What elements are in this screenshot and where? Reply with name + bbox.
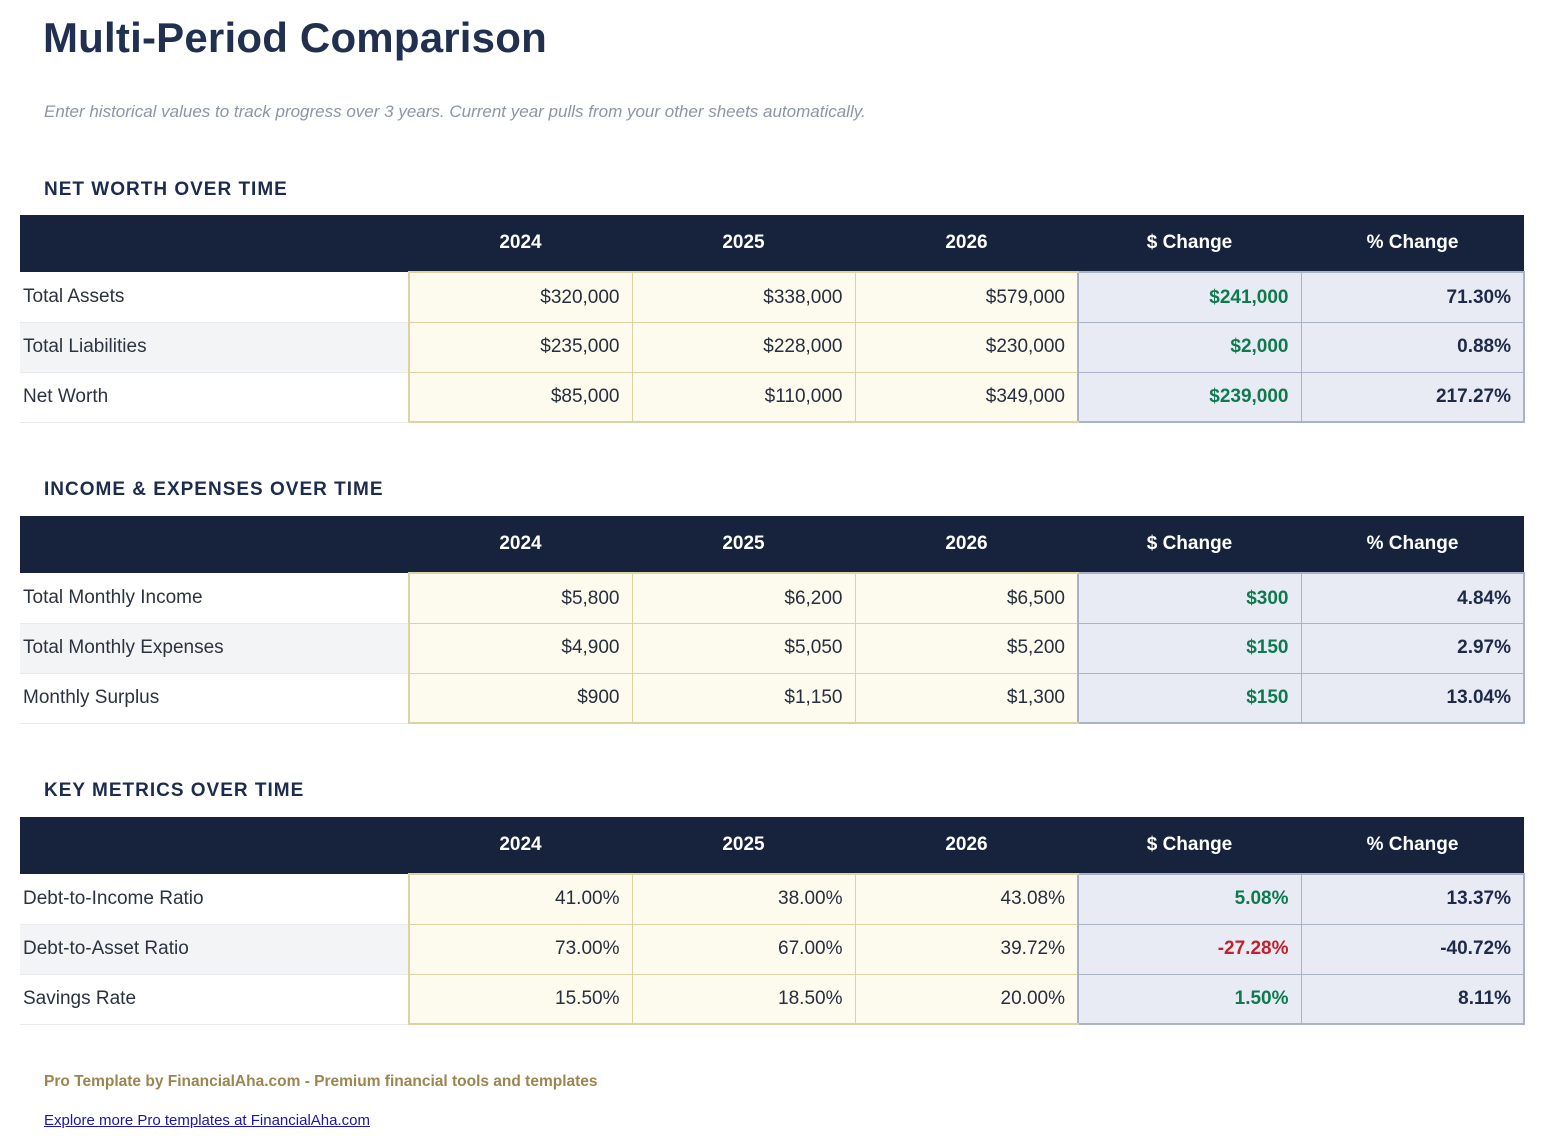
year-value-cell: $349,000 [855, 372, 1078, 422]
row-savings-rate [20, 974, 1524, 1024]
dollar-change-cell: 1.50% [1078, 974, 1301, 1024]
row-label: Monthly Surplus [20, 673, 409, 723]
percent-change-cell: 8.11% [1301, 974, 1524, 1024]
section-heading-income-expenses: INCOME & EXPENSES OVER TIME [44, 479, 384, 501]
year-value-cell: 41.00% [409, 874, 632, 924]
table-header-row [20, 516, 1524, 573]
column-header-2025: 2025 [632, 516, 855, 573]
column-header-2024: 2024 [409, 516, 632, 573]
row-debt-to-asset-ratio [20, 924, 1524, 974]
year-value-cell: 73.00% [409, 924, 632, 974]
percent-change-cell: 13.04% [1301, 673, 1524, 723]
percent-change-cell: 71.30% [1301, 272, 1524, 322]
percent-change-cell: -40.72% [1301, 924, 1524, 974]
percent-change-cell: 13.37% [1301, 874, 1524, 924]
percent-change-cell: 4.84% [1301, 573, 1524, 623]
row-label: Total Monthly Income [20, 573, 409, 623]
page-footer [0, 1073, 1544, 1130]
row-debt-to-income-ratio [20, 874, 1524, 924]
dollar-change-cell: $300 [1078, 573, 1301, 623]
explore-templates-link[interactable]: Explore more Pro templates at FinancialAha.com [44, 1111, 370, 1129]
year-value-cell: 20.00% [855, 974, 1078, 1024]
year-value-cell: $900 [409, 673, 632, 723]
year-value-cell: $6,200 [632, 573, 855, 623]
year-value-cell: $110,000 [632, 372, 855, 422]
year-value-cell: $1,300 [855, 673, 1078, 723]
section-heading-key-metrics: KEY METRICS OVER TIME [44, 780, 305, 802]
column-header-dollar-change: $ Change [1078, 215, 1301, 272]
table-header-row [20, 817, 1524, 874]
row-total-assets [20, 272, 1524, 322]
row-monthly-surplus [20, 673, 1524, 723]
net-worth-table [20, 215, 1525, 423]
section-income-expenses [0, 479, 1544, 724]
year-value-cell: $235,000 [409, 322, 632, 372]
year-value-cell: 18.50% [632, 974, 855, 1024]
dollar-change-cell: $150 [1078, 623, 1301, 673]
dollar-change-cell: -27.28% [1078, 924, 1301, 974]
section-heading-net-worth: NET WORTH OVER TIME [44, 178, 288, 200]
column-header-dollar-change: $ Change [1078, 516, 1301, 573]
column-header-2025: 2025 [632, 215, 855, 272]
year-value-cell: $5,050 [632, 623, 855, 673]
year-value-cell: $228,000 [632, 322, 855, 372]
row-total-monthly-expenses [20, 623, 1524, 673]
dollar-change-cell: $2,000 [1078, 322, 1301, 372]
column-header-2024: 2024 [409, 817, 632, 874]
year-value-cell: $230,000 [855, 322, 1078, 372]
section-net-worth [0, 179, 1544, 424]
row-total-liabilities [20, 322, 1524, 372]
page [0, 14, 1544, 1130]
income-expenses-table [20, 516, 1525, 724]
table-header-row [20, 215, 1524, 272]
credit-line: Pro Template by FinancialAha.com - Premium financial tools and templates [44, 1073, 598, 1091]
column-header-percent-change: % Change [1301, 516, 1524, 573]
year-value-cell: 43.08% [855, 874, 1078, 924]
column-header-2026: 2026 [855, 215, 1078, 272]
year-value-cell: $4,900 [409, 623, 632, 673]
row-label: Debt-to-Income Ratio [20, 874, 409, 924]
section-key-metrics [0, 780, 1544, 1025]
row-label: Savings Rate [20, 974, 409, 1024]
year-value-cell: $85,000 [409, 372, 632, 422]
percent-change-cell: 0.88% [1301, 322, 1524, 372]
year-value-cell: $338,000 [632, 272, 855, 322]
dollar-change-cell: $239,000 [1078, 372, 1301, 422]
dollar-change-cell: $241,000 [1078, 272, 1301, 322]
row-label: Total Liabilities [20, 322, 409, 372]
row-label: Net Worth [20, 372, 409, 422]
year-value-cell: 15.50% [409, 974, 632, 1024]
year-value-cell: $6,500 [855, 573, 1078, 623]
year-value-cell: $579,000 [855, 272, 1078, 322]
year-value-cell: 38.00% [632, 874, 855, 924]
dollar-change-cell: 5.08% [1078, 874, 1301, 924]
row-total-monthly-income [20, 573, 1524, 623]
column-header-blank [20, 516, 409, 573]
page-title: Multi-Period Comparison [43, 14, 547, 61]
column-header-2025: 2025 [632, 817, 855, 874]
row-label: Total Assets [20, 272, 409, 322]
year-value-cell: $320,000 [409, 272, 632, 322]
year-value-cell: $5,800 [409, 573, 632, 623]
key-metrics-table [20, 817, 1525, 1025]
page-subtitle: Enter historical values to track progress over 3 years. Current year pulls from your other sheets automatically. [44, 102, 866, 122]
year-value-cell: 67.00% [632, 924, 855, 974]
column-header-2026: 2026 [855, 817, 1078, 874]
column-header-percent-change: % Change [1301, 817, 1524, 874]
dollar-change-cell: $150 [1078, 673, 1301, 723]
row-net-worth [20, 372, 1524, 422]
column-header-2026: 2026 [855, 516, 1078, 573]
column-header-2024: 2024 [409, 215, 632, 272]
column-header-blank [20, 215, 409, 272]
row-label: Total Monthly Expenses [20, 623, 409, 673]
year-value-cell: 39.72% [855, 924, 1078, 974]
row-label: Debt-to-Asset Ratio [20, 924, 409, 974]
year-value-cell: $1,150 [632, 673, 855, 723]
column-header-percent-change: % Change [1301, 215, 1524, 272]
column-header-dollar-change: $ Change [1078, 817, 1301, 874]
percent-change-cell: 217.27% [1301, 372, 1524, 422]
year-value-cell: $5,200 [855, 623, 1078, 673]
column-header-blank [20, 817, 409, 874]
percent-change-cell: 2.97% [1301, 623, 1524, 673]
